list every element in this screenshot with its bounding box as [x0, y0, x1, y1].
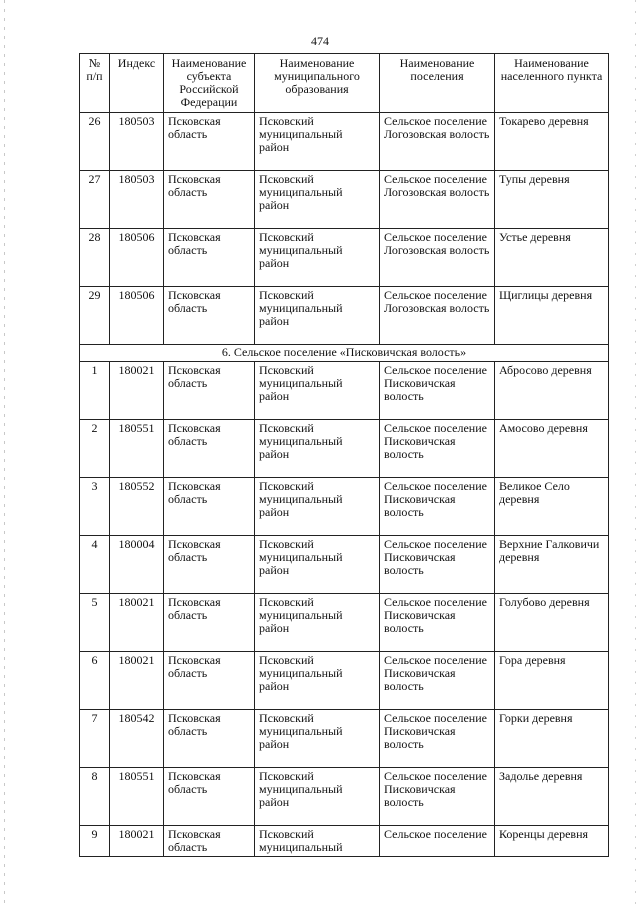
cell-municipal: Псковский муниципальный район: [255, 287, 380, 345]
cell-index: 180021: [110, 826, 164, 857]
table-row: [80, 420, 609, 478]
cell-subject: Псковская область: [164, 113, 255, 171]
cell-subject: Псковская область: [164, 536, 255, 594]
table-row: [80, 113, 609, 171]
cell-index: 180506: [110, 287, 164, 345]
cell-locality: Задолье деревня: [495, 768, 609, 826]
table-row: [80, 478, 609, 536]
table-body-logozovskaya: [80, 113, 609, 345]
cell-locality: Коренцы деревня: [495, 826, 609, 857]
table-row: [80, 768, 609, 826]
cell-locality: Гора деревня: [495, 652, 609, 710]
section-title: 6. Сельское поселение «Писковичская волость»: [80, 345, 609, 362]
cell-municipal: Псковский муниципальный район: [255, 113, 380, 171]
cell-locality: Щиглицы деревня: [495, 287, 609, 345]
cell-settlement: Сельское поселение Логозовская волость: [380, 113, 495, 171]
cell-municipal: Псковский муниципальный район: [255, 420, 380, 478]
table-row: [80, 594, 609, 652]
cell-settlement: Сельское поселение Логозовская волость: [380, 229, 495, 287]
cell-index: 180542: [110, 710, 164, 768]
cell-index: 180004: [110, 536, 164, 594]
table-row: [80, 229, 609, 287]
header-settlement: Наименование поселения: [380, 54, 495, 113]
table-row: [80, 536, 609, 594]
cell-municipal: Псковский муниципальный район: [255, 229, 380, 287]
header-locality: Наименование населенного пункта: [495, 54, 609, 113]
cell-municipal: Псковский муниципальный район: [255, 536, 380, 594]
cell-subject: Псковская область: [164, 594, 255, 652]
cell-num: 29: [80, 287, 110, 345]
cell-subject: Псковская область: [164, 420, 255, 478]
table-row: [80, 652, 609, 710]
cell-settlement: Сельское поселение Писковичская волость: [380, 362, 495, 420]
cell-municipal: Псковский муниципальный район: [255, 768, 380, 826]
cell-num: 5: [80, 594, 110, 652]
page-number: 474: [311, 34, 329, 48]
cell-index: 180552: [110, 478, 164, 536]
table-header-row: [80, 54, 609, 113]
cell-locality: Голубово деревня: [495, 594, 609, 652]
cell-num: 6: [80, 652, 110, 710]
cell-subject: Псковская область: [164, 826, 255, 857]
table-row: [80, 826, 609, 857]
cell-municipal: Псковский муниципальный район: [255, 478, 380, 536]
cell-index: 180503: [110, 171, 164, 229]
cell-municipal: Псковский муниципальный район: [255, 652, 380, 710]
cell-subject: Псковская область: [164, 171, 255, 229]
cell-settlement: Сельское поселение: [380, 826, 495, 857]
cell-num: 1: [80, 362, 110, 420]
cell-settlement: Сельское поселение Писковичская волость: [380, 652, 495, 710]
cell-num: 9: [80, 826, 110, 857]
scan-edge-left: [4, 0, 5, 905]
cell-index: 180506: [110, 229, 164, 287]
table-row: [80, 362, 609, 420]
cell-municipal: Псковский муниципальный район: [255, 710, 380, 768]
cell-settlement: Сельское поселение Писковичская волость: [380, 420, 495, 478]
cell-num: 27: [80, 171, 110, 229]
header-num: № п/п: [80, 54, 110, 113]
cell-subject: Псковская область: [164, 710, 255, 768]
table-row: [80, 710, 609, 768]
cell-num: 8: [80, 768, 110, 826]
cell-settlement: Сельское поселение Писковичская волость: [380, 768, 495, 826]
cell-locality: Абросово деревня: [495, 362, 609, 420]
cell-municipal: Псковский муниципальный район: [255, 171, 380, 229]
cell-num: 28: [80, 229, 110, 287]
cell-municipal: Псковский муниципальный: [255, 826, 380, 857]
address-table: [79, 53, 609, 857]
cell-municipal: Псковский муниципальный район: [255, 362, 380, 420]
cell-subject: Псковская область: [164, 652, 255, 710]
cell-locality: Токарево деревня: [495, 113, 609, 171]
cell-num: 26: [80, 113, 110, 171]
cell-index: 180021: [110, 652, 164, 710]
scan-edge-right: [635, 0, 636, 905]
header-subject: Наименование субъекта Российской Федерации: [164, 54, 255, 113]
cell-settlement: Сельское поселение Писковичская волость: [380, 710, 495, 768]
cell-index: 180021: [110, 594, 164, 652]
cell-subject: Псковская область: [164, 768, 255, 826]
header-index: Индекс: [110, 54, 164, 113]
cell-subject: Псковская область: [164, 478, 255, 536]
cell-locality: Великое Село деревня: [495, 478, 609, 536]
cell-locality: Амосово деревня: [495, 420, 609, 478]
cell-num: 4: [80, 536, 110, 594]
cell-subject: Псковская область: [164, 229, 255, 287]
cell-num: 7: [80, 710, 110, 768]
cell-settlement: Сельское поселение Логозовская волость: [380, 287, 495, 345]
header-municipal: Наименование муниципального образования: [255, 54, 380, 113]
cell-settlement: Сельское поселение Писковичская волость: [380, 536, 495, 594]
cell-locality: Верхние Галковичи деревня: [495, 536, 609, 594]
table-row: [80, 171, 609, 229]
cell-locality: Устье деревня: [495, 229, 609, 287]
cell-municipal: Псковский муниципальный район: [255, 594, 380, 652]
cell-locality: Тупы деревня: [495, 171, 609, 229]
cell-num: 3: [80, 478, 110, 536]
cell-subject: Псковская область: [164, 362, 255, 420]
cell-index: 180503: [110, 113, 164, 171]
table-row: [80, 287, 609, 345]
cell-settlement: Сельское поселение Писковичская волость: [380, 478, 495, 536]
cell-subject: Псковская область: [164, 287, 255, 345]
table-body-piskovichskaya: [80, 362, 609, 857]
cell-settlement: Сельское поселение Писковичская волость: [380, 594, 495, 652]
section-row: [80, 345, 609, 362]
cell-index: 180551: [110, 420, 164, 478]
cell-index: 180551: [110, 768, 164, 826]
cell-locality: Горки деревня: [495, 710, 609, 768]
cell-num: 2: [80, 420, 110, 478]
cell-settlement: Сельское поселение Логозовская волость: [380, 171, 495, 229]
cell-index: 180021: [110, 362, 164, 420]
